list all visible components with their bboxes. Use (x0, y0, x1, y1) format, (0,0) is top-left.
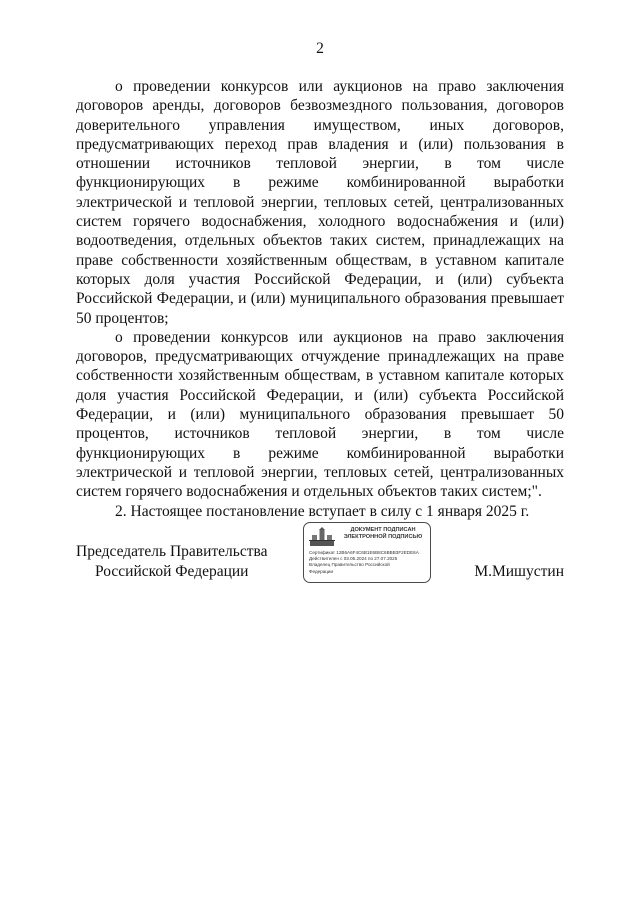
stamp-title-line-1: ДОКУМЕНТ ПОДПИСАН (350, 527, 416, 533)
stamp-validity: Действителен с 03.05.2024 по 27.07.2025 (309, 556, 398, 562)
signatory-name: М.Мишустин (474, 563, 564, 580)
stamp-title (337, 527, 429, 540)
paragraph-effective-date: 2. Настоящее постановление вступает в силу с 1 января 2025 г. (115, 502, 530, 520)
page-number: 2 (316, 40, 324, 57)
stamp-title-line-2: ЭЛЕКТРОННОЙ ПОДПИСЬЮ (343, 533, 423, 540)
signatory-title (76, 542, 268, 581)
paragraph-tender-alienation: о проведении конкурсов или аукционов на право заключения договоров, предусматривающих отчуждение принадлежащих на праве собственности хозяйственным обществам, в уставном капитале которых доля участия Российской Федерации, и (или) субъекта Российской Федерации, и (или) муниципального образования превышает 50 процентов, источников тепловой энергии, в том числе функционирующих в режиме комбинированной выработки электрической и тепловой энергии, тепловых сетей, централизованных систем горячего водоснабжения и отдельных объектов таких систем;". (76, 328, 564, 501)
stamp-owner-line-2: Федерации (309, 568, 334, 574)
electronic-signature-stamp (303, 522, 431, 583)
stamp-serial: Сертификат 12B6A6F4C6B1E6B8C6BBB3F2EDE6A (309, 550, 419, 555)
signatory-title-line-2: Российской Федерации (95, 562, 249, 580)
document-body (76, 77, 564, 521)
stamp-certificate-info (309, 550, 429, 575)
signatory-title-line-1: Председатель Правительства (76, 543, 268, 560)
paragraph-tender-lease: о проведении конкурсов или аукционов на право заключения договоров аренды, договоров безвозмездного пользования, договоров доверительного управления имуществом, иных договоров, предусматривающих переход прав владения и (или) пользования в отношении источников тепловой энергии, в том числе функционирующих в режиме комбинированной выработки электрической и тепловой энергии, тепловых сетей, централизованных систем горячего водоснабжения, холодного водоснабжения и (или) водоотведения, отдельных объектов таких систем, принадлежащих на праве собственности хозяйственным обществам, в уставном капитале которых доля участия Российской Федерации, и (или) субъекта Российской Федерации, и (или) муниципального образования превышает 50 процентов; (76, 78, 564, 327)
coat-of-arms-icon (309, 527, 335, 547)
stamp-owner-line-1: Владелец Правительство Российской (309, 562, 390, 568)
